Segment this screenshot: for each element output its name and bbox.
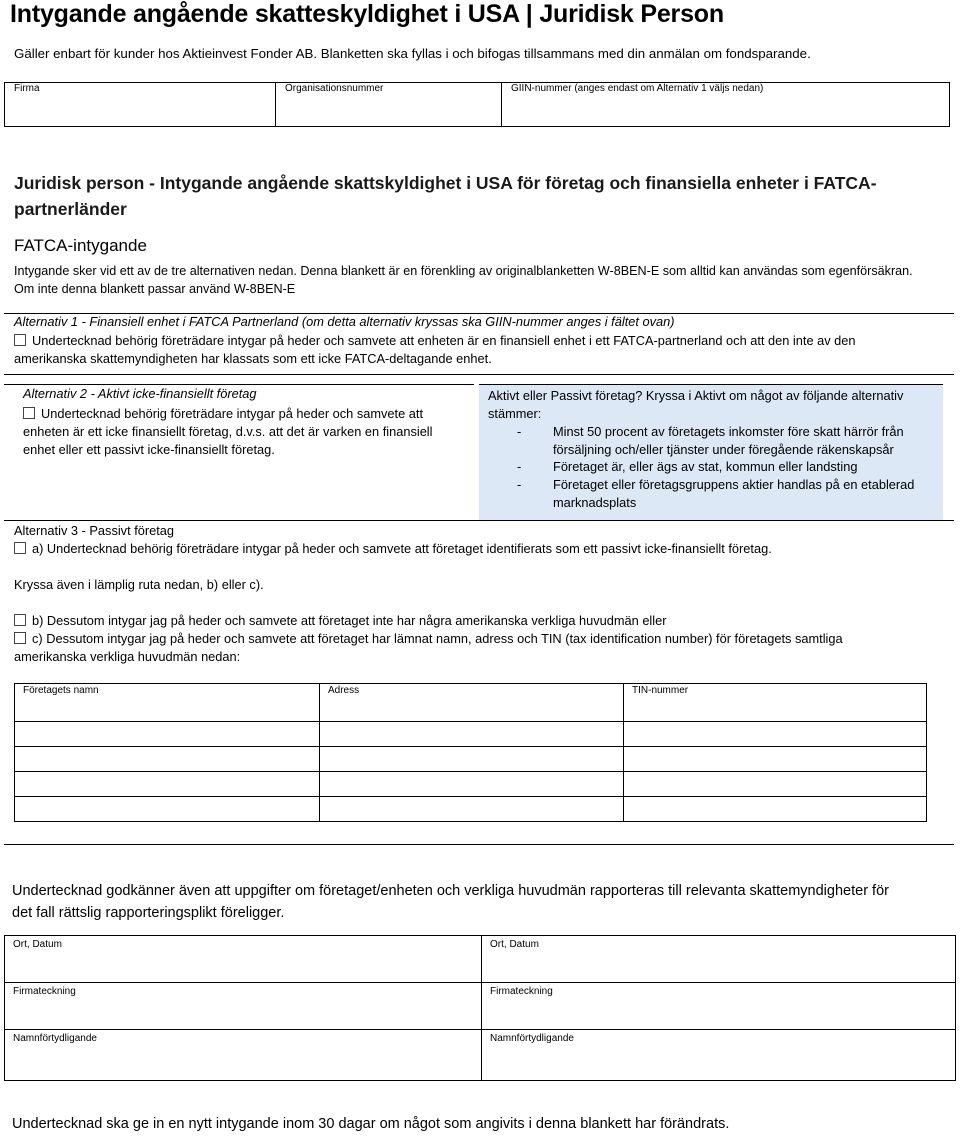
tin-label: TIN-nummer: [632, 685, 689, 696]
name-clarification-label: Namnförtydligande: [490, 1033, 574, 1044]
tin-header[interactable]: [624, 684, 927, 722]
instructions-line-2: Om inte denna blankett passar använd W-8BEN-E: [14, 282, 296, 296]
table-cell[interactable]: [15, 772, 320, 797]
table-cell[interactable]: [624, 747, 927, 772]
place-date-label: Ort, Datum: [13, 939, 62, 950]
table-cell[interactable]: [320, 747, 624, 772]
alternative-1-text-2: amerikanska skattemyndigheten har klassats som ett icke FATCA-deltagande enhet.: [14, 351, 492, 366]
table-row: [15, 772, 927, 797]
alternative-2-text-1: Undertecknad behörig företrädare intygar på heder och samvete att: [41, 406, 424, 421]
org-number-label: Organisationsnummer: [285, 83, 384, 94]
signature-field-right[interactable]: [482, 983, 955, 1030]
signature-label: Firmateckning: [490, 986, 553, 997]
giin-label: GIIN-nummer (anges endast om Alternativ 1 väljs nedan): [511, 83, 764, 94]
alternative-2-checkbox[interactable]: [23, 407, 35, 419]
table-cell[interactable]: [15, 722, 320, 747]
instructions-line-1: Intygande sker vid ett av de tre alternativen nedan. Denna blankett är en förenkling av originalblanketten W-8BEN-E som alltid kan användas som egenförsäkran.: [14, 264, 913, 278]
table-row: [15, 722, 927, 747]
option-a-text: a) Undertecknad behörig företrädare intygar på heder och samvete att företaget identifierats som ett passivt icke-finansiellt företag.: [32, 541, 772, 556]
footer-note: Undertecknad ska ge in en nytt intygande inom 30 dagar om något som angivits i denna blankett har förändrats.: [12, 1116, 730, 1132]
section-title: Juridisk person - Intygande angående skattskyldighet i USA för företag och finansiella enheter i FATCA-partnerländer: [14, 173, 877, 219]
table-cell[interactable]: [624, 772, 927, 797]
alternative-1-option: [14, 332, 856, 350]
alternative-3-option-a: [14, 540, 772, 558]
company-info-box: [4, 82, 950, 127]
alternative-2-option: [23, 405, 423, 423]
company-name-header[interactable]: [15, 684, 320, 722]
option-c-text-2: amerikanska verkliga huvudmän nedan:: [14, 649, 241, 664]
alternative-3-option-b: [14, 612, 667, 630]
page-title: Intygande angående skatteskyldighet i USA | Juridisk Person: [10, 0, 724, 28]
beneficial-owners-table: [14, 683, 927, 822]
firma-label: Firma: [14, 83, 40, 94]
info-text-2: stämmer:: [488, 406, 542, 421]
place-date-field-right[interactable]: [482, 936, 955, 983]
alternative-3-option-c: [14, 630, 843, 648]
also-check-text: Kryssa även i lämplig ruta nedan, b) eller c).: [14, 577, 264, 592]
table-cell[interactable]: [15, 747, 320, 772]
option-b-checkbox[interactable]: [14, 614, 26, 626]
table-cell[interactable]: [320, 772, 624, 797]
info-item-1a: Minst 50 procent av företagets inkomster före skatt härrör från: [553, 424, 904, 439]
alternative-2-text-2: enheten är ett icke finansiellt företag, d.v.s. att det är varken en finansiell: [23, 424, 433, 439]
company-name-label: Företagets namn: [23, 685, 99, 696]
place-date-field-left[interactable]: [5, 936, 482, 983]
fatca-heading: FATCA-intygande: [14, 236, 147, 255]
firma-field[interactable]: [5, 83, 276, 126]
address-label: Adress: [328, 685, 360, 696]
info-bullet-3: -: [517, 477, 522, 492]
alternative-2-text-3: enhet eller ett passivt icke-finansiellt företag.: [23, 442, 275, 457]
info-item-1b: försäljning och/eller tjänster under föregående räkenskapsår: [553, 442, 894, 457]
info-item-3a: Företaget eller företagsgruppens aktier handlas på en etablerad: [553, 477, 915, 492]
alternative-3-title: Alternativ 3 - Passivt företag: [14, 523, 175, 538]
alternative-1-checkbox[interactable]: [14, 334, 26, 346]
table-cell[interactable]: [624, 797, 927, 822]
confirmation-text-1: Undertecknad godkänner även att uppgifter om företaget/enheten och verkliga huvudmän rapporteras till relevanta skattemyndigheter för: [12, 883, 889, 899]
table-cell[interactable]: [320, 722, 624, 747]
name-clarification-label: Namnförtydligande: [13, 1033, 97, 1044]
name-clarification-field-left[interactable]: [5, 1030, 482, 1080]
info-item-3b: marknadsplats: [553, 495, 637, 510]
address-header[interactable]: [320, 684, 624, 722]
confirmation-text-2: det fall rättslig rapporteringsplikt föreligger.: [12, 905, 285, 921]
giin-field[interactable]: [502, 83, 949, 126]
alternative-2-title: Alternativ 2 - Aktivt icke-finansiellt företag: [23, 386, 257, 401]
option-c-text-1: c) Dessutom intygar jag på heder och samvete att företaget har lämnat namn, adress och TIN (tax identification number) för företagets samtliga: [32, 631, 843, 646]
info-item-2: Företaget är, eller ägs av stat, kommun eller landsting: [553, 459, 858, 474]
alternative-1-text-1: Undertecknad behörig företrädare intygar på heder och samvete att enheten är en finansiell enhet i ett FATCA-partnerland och att den inte av den: [32, 333, 856, 348]
table-header-row: [15, 684, 927, 722]
info-text-1: Aktivt eller Passivt företag? Kryssa i Aktivt om något av följande alternativ: [488, 388, 904, 403]
table-row: [15, 747, 927, 772]
table-cell[interactable]: [320, 797, 624, 822]
table-row: [15, 797, 927, 822]
info-bullet-1: -: [517, 424, 522, 439]
intro-text: Gäller enbart för kunder hos Aktieinvest Fonder AB. Blanketten ska fyllas i och bifogas tillsammans med din anmälan om fondsparande.: [14, 46, 811, 61]
option-a-checkbox[interactable]: [14, 542, 26, 554]
table-cell[interactable]: [15, 797, 320, 822]
option-b-text: b) Dessutom intygar jag på heder och samvete att företaget inte har några amerikanska verkliga huvudmän eller: [32, 613, 667, 628]
signature-label: Firmateckning: [13, 986, 76, 997]
info-bullet-2: -: [517, 459, 522, 474]
name-clarification-field-right[interactable]: [482, 1030, 955, 1080]
org-number-field[interactable]: [276, 83, 502, 126]
signature-grid: [4, 935, 956, 1081]
option-c-checkbox[interactable]: [14, 632, 26, 644]
signature-field-left[interactable]: [5, 983, 482, 1030]
place-date-label: Ort, Datum: [490, 939, 539, 950]
alternative-1-title: Alternativ 1 - Finansiell enhet i FATCA Partnerland (om detta alternativ kryssas ska GIIN-nummer anges i fältet ovan): [14, 314, 675, 329]
table-cell[interactable]: [624, 722, 927, 747]
